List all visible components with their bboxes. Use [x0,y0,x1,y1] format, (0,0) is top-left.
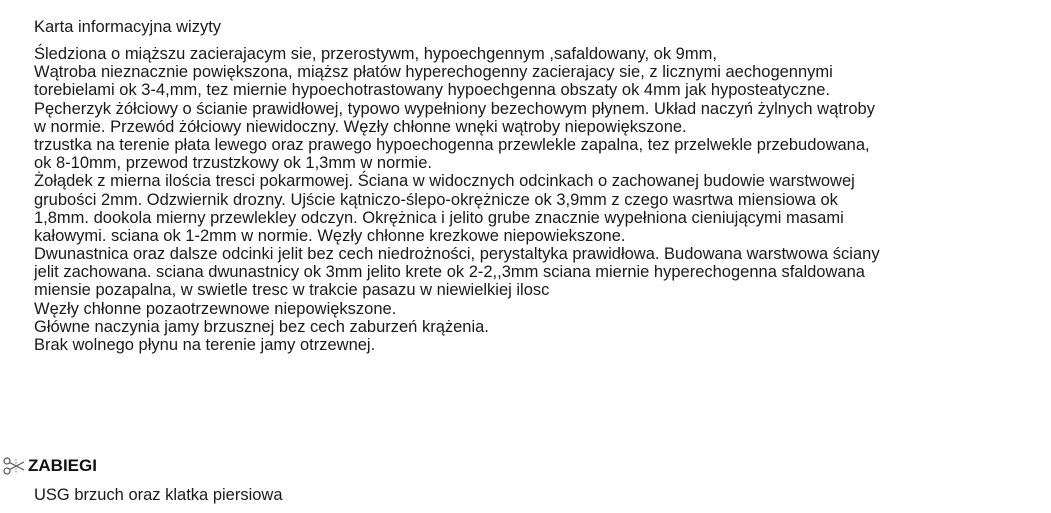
report-line: w normie. Przewód żółciowy niewidoczny. Węzły chłonne wnęki wątroby niepowiększone. [34,117,687,136]
report-line: Śledziona o miąższu zacierajacym sie, przerostywm, hypoechgennym ,safaldowany, ok 9mm, [34,45,717,63]
report-line: Pęcherzyk żółciowy o ścianie prawidłowej, typowo wypełniony bezechowym płynem. Układ naczyń żylnych wątroby [34,99,875,118]
ultrasound-report [34,45,1051,354]
report-line: Dwunastnica oraz dalsze odcinki jelit bez cech niedrożności, perystaltyka prawidłowa. Budowana warstwowa ściany [34,245,880,264]
procedure-item: USG brzuch oraz klatka piersiowa [34,486,283,504]
report-line: miensie pozapalna, w swietle tresc w trakcie pasazu w niewielkiej ilosc [34,281,550,300]
procedures-heading: ZABIEGI [28,456,97,475]
report-line: ok 8-10mm, przewod trzustzkowy ok 1,3mm w normie. [34,154,432,173]
procedures-section-header [2,455,97,477]
report-line: jelit zachowana. sciana dwunastnicy ok 3mm jelito krete ok 2-2,,3mm sciana miernie hyperechogenna sfaldowana [34,263,865,282]
visit-card-title: Karta informacyjna wizyty [34,18,222,36]
report-line: Brak wolnego płynu na terenie jamy otrzewnej. [34,336,376,354]
report-line: grubości 2mm. Odzwiernik drozny. Ujście kątniczo-ślepo-okrężnicze ok 3,9mm z czego wasrtwa miensiowa ok [34,190,838,209]
report-line: Główne naczynia jamy brzusznej bez cech zaburzeń krążenia. [34,317,489,336]
report-line: trzustka na terenie płata lewego oraz prawego hypoechogenna przewlekle zapalna, tez przelwekle przebudowana, [34,135,870,154]
report-line: Węzły chłonne pozaotrzewnowe niepowiększone. [34,299,397,318]
report-line: 1,8mm. dookola mierny przewlekley odczyn. Okrężnica i jelito grube znacznie wypełniona cieniującymi masami [34,208,844,227]
report-line: torebielami ok 3-4,mm, tez miernie hypoechotrastowany hypoechgenna obszaty ok 4mm jak hyposteatyczne. [34,81,831,100]
scissors-icon [2,455,28,477]
report-line: Wątroba nieznacznie powiększona, miąższ płatów hyperechogenny zacierajacy sie, z licznymi aechogennymi [34,63,833,82]
report-line: Żołądek z mierna ilościa tresci pokarmowej. Ściana w widocznych odcinkach o zachowanej budowie warstwowej [34,172,855,191]
report-line: kałowymi. sciana ok 1-2mm w normie. Węzły chłonne krezkowe niepowiekszone. [34,226,626,245]
